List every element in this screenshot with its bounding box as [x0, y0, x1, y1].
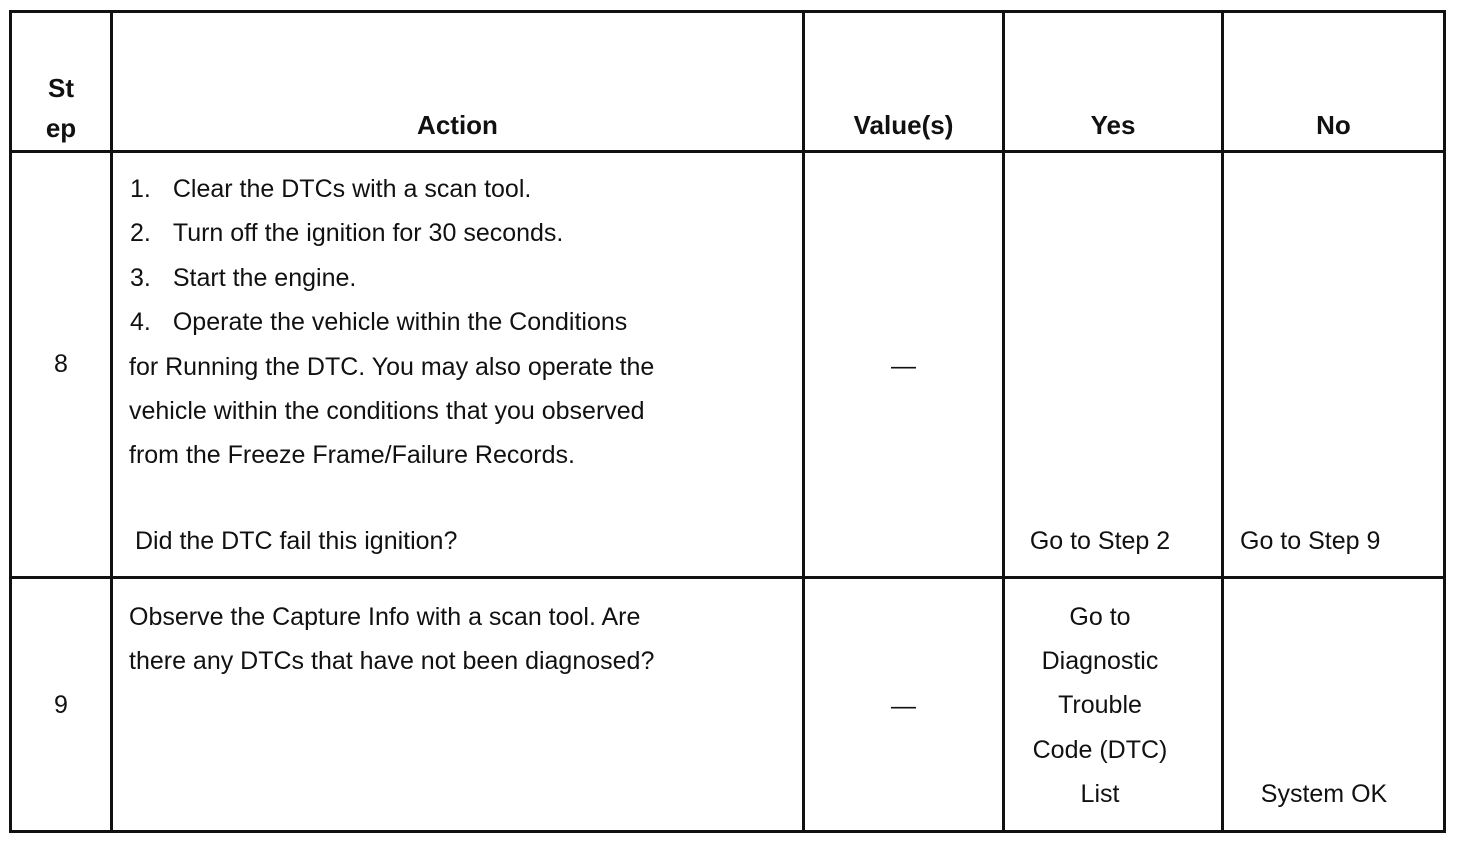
action-item-text: Start the engine.	[172, 264, 357, 292]
action-continuation-line: from the Freeze Frame/Failure Records.	[129, 441, 575, 469]
action-item-number: 4.	[130, 308, 151, 336]
header-step-line2: ep	[45, 113, 77, 143]
row-8-step: 8	[54, 350, 68, 378]
row-9-yes-line: Trouble	[1058, 691, 1142, 719]
row-9-yes-line: Diagnostic	[1041, 647, 1159, 675]
header-action: Action	[417, 110, 498, 140]
header-yes: Yes	[1090, 110, 1136, 140]
header-divider	[9, 150, 1446, 153]
row-9-yes-line: Code (DTC)	[1032, 736, 1168, 764]
action-continuation-line: vehicle within the conditions that you observed	[129, 397, 645, 425]
header-step	[12, 68, 110, 148]
row-9-no: System OK	[1260, 780, 1388, 808]
action-item-text: Turn off the ignition for 30 seconds.	[172, 219, 564, 247]
row-8-yes: Go to Step 2	[1029, 527, 1171, 555]
diagnostic-table	[9, 10, 1446, 833]
row-9-yes-line: List	[1080, 780, 1120, 808]
action-continuation-line: for Running the DTC. You may also operate the	[129, 353, 655, 381]
action-item-text: Operate the vehicle within the Conditions	[172, 308, 628, 336]
header-no: No	[1316, 110, 1351, 140]
row-8-no: Go to Step 9	[1240, 527, 1381, 555]
action-item-2	[130, 211, 563, 256]
table-border-bottom	[9, 830, 1446, 833]
header-values: Value(s)	[853, 110, 954, 140]
row-9-values: —	[891, 692, 916, 720]
row-9-action-line: there any DTCs that have not been diagnosed?	[129, 647, 655, 675]
action-item-4	[130, 300, 627, 345]
table-border-top	[9, 10, 1446, 13]
action-item-number: 1.	[130, 175, 151, 203]
header-step-line1: St	[48, 73, 74, 103]
row-divider	[9, 576, 1446, 579]
row-9-yes-line: Go to	[1069, 603, 1131, 631]
action-item-text: Clear the DTCs with a scan tool.	[172, 175, 532, 203]
action-item-number: 2.	[130, 219, 151, 247]
row-9-step: 9	[54, 691, 68, 719]
row-8-values: —	[891, 352, 916, 380]
row-9-action-line: Observe the Capture Info with a scan tool. Are	[129, 603, 641, 631]
table-border-right	[1443, 10, 1446, 833]
action-item-number: 3.	[130, 264, 151, 292]
action-item-3	[130, 256, 356, 301]
action-item-1	[130, 167, 531, 212]
action-question: Did the DTC fail this ignition?	[135, 527, 458, 555]
